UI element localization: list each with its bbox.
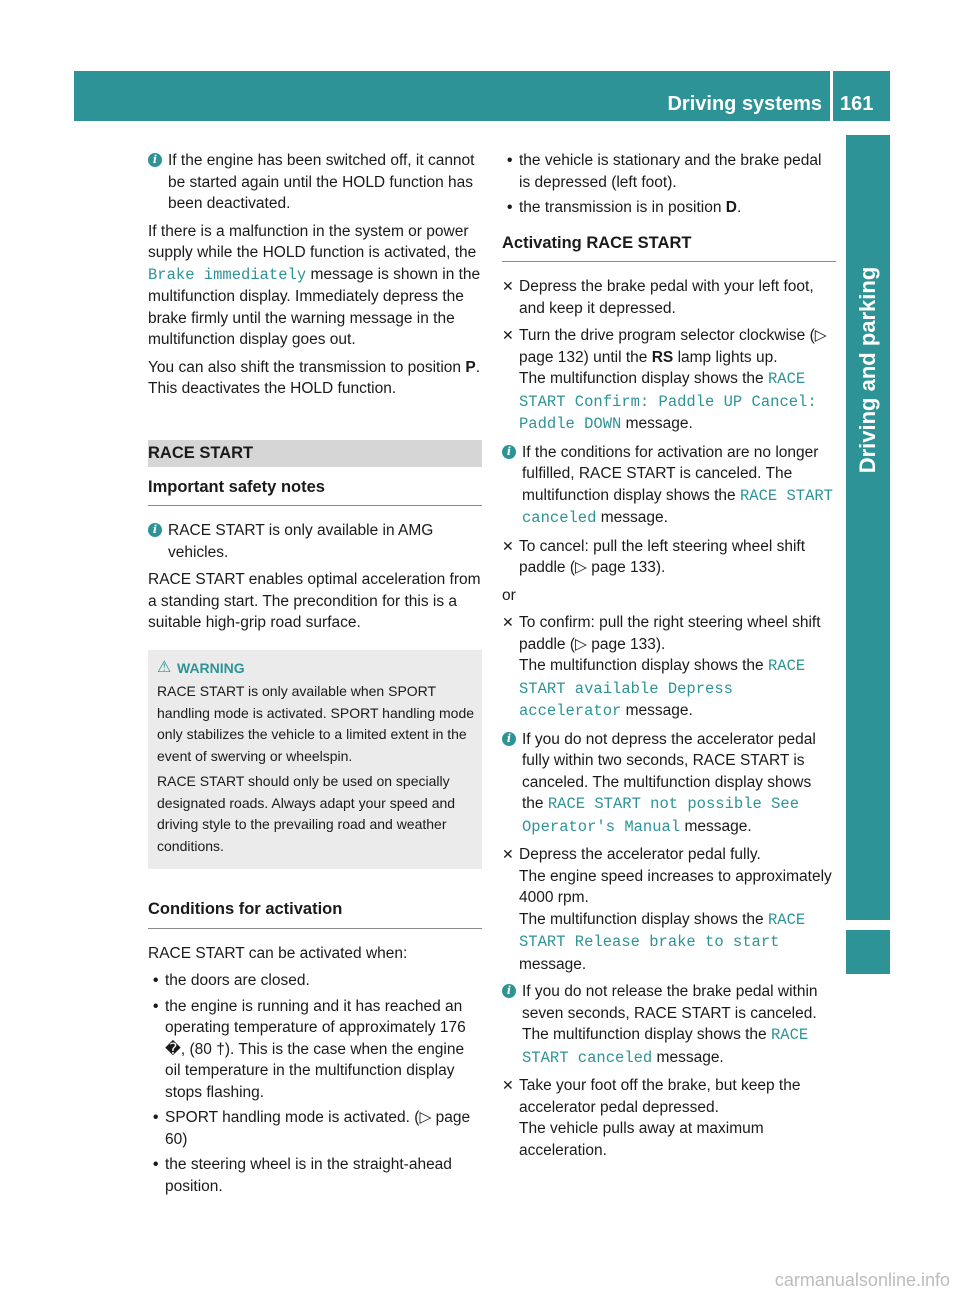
display-message: RACE START available Depress accelerator [519,657,806,720]
step-text: message. [519,955,587,973]
list-item-text: the transmission is in position [519,199,726,216]
watermark: carmanualsonline.info [774,1270,950,1290]
paragraph [148,357,482,400]
step-text: The vehicle pulls away at maximum acceleration. [519,1120,764,1159]
info-icon: i [502,732,516,746]
note-text: If you do not depress the accelerator pedal fully within two seconds, RACE START is canceled. The multifunction display shows the [522,730,816,812]
note-text: message. [652,1048,724,1066]
display-message: RACE START canceled [522,486,833,527]
info-note [148,150,482,215]
warning-title [157,658,474,680]
step-text: message. [621,702,693,719]
info-note [502,729,836,839]
list-item-text: the steering wheel is in the straight-ahead position. [165,1156,452,1195]
lamp-label: RS [651,348,674,366]
display-message: RACE START Release brake to start [519,910,806,951]
warning-triangle-icon: ⚠ [157,658,172,676]
bullet-icon: • [153,997,159,1015]
step-text: The engine speed increases to approximately 4000 rpm. [519,867,832,906]
step-text: The multifunction display shows the [519,370,768,387]
text: You can also shift the transmission to position [148,358,466,376]
info-icon: i [502,445,516,459]
list-item [148,970,482,992]
text: . [736,199,742,216]
list-item [502,197,836,219]
chapter-tab-marker [846,930,890,974]
info-note [502,442,836,530]
list-item-text: the vehicle is stationary and the brake pedal is depressed (left foot). [519,152,822,191]
step-text: The multifunction display shows the [519,657,768,674]
chapter-tab [846,135,890,920]
warning-title-text: WARNING [177,659,245,676]
step-marker-icon: ✕ [502,537,514,554]
gear-position: D [725,199,737,216]
step-item [502,612,836,723]
step-text: Take your foot off the brake, but keep the accelerator pedal depressed. [519,1077,801,1116]
step-text: To confirm: pull the right steering wheel shift paddle (▷ page 133). [519,614,821,653]
bullet-icon: • [507,152,513,169]
page-number: 161 [840,93,874,115]
list-item [148,996,482,1104]
step-text: The multifunction display shows the [519,910,768,928]
step-item [502,1075,836,1161]
step-item [502,325,836,436]
info-icon: i [148,523,162,537]
step-text: message. [621,415,693,432]
subheading-activating: Activating RACE START [502,233,836,263]
bullet-icon: • [153,1109,159,1126]
note-text: message. [596,509,668,526]
info-icon: i [148,153,162,167]
step-text: To cancel: pull the left steering wheel shift paddle (▷ page 133). [519,537,806,576]
list-item-text: the doors are closed. [165,972,310,989]
list-item [148,1107,482,1150]
display-message: RACE START canceled [522,1026,809,1067]
right-column [502,150,836,1167]
step-text: Depress the brake pedal with your left foot, and keep it depressed. [519,278,814,317]
gear-position: P [465,358,476,376]
bullet-icon: • [153,972,159,989]
info-icon: i [502,984,516,998]
display-message: Brake immediately [148,265,307,284]
step-text: lamp lights up. [673,348,778,366]
list-item [148,1154,482,1197]
note-text: If the engine has been switched off, it cannot be started again until the HOLD function has been deactivated. [168,152,475,212]
warning-text: RACE START should only be used on specially designated roads. Always adapt your speed and driving style to the prevailing road and weather conditions. [157,773,456,854]
subheading-conditions: Conditions for activation [148,899,482,929]
step-marker-icon: ✕ [502,1077,514,1093]
step-item [502,276,836,319]
left-column [148,150,482,1201]
subheading-safety: Important safety notes [148,477,482,507]
step-marker-icon: ✕ [502,278,514,294]
header-divider [830,71,833,121]
step-marker-icon: ✕ [502,327,514,343]
bullet-icon: • [507,199,513,216]
info-note [502,981,836,1069]
text: . This deactivates the HOLD function. [148,358,481,397]
page-title: Driving systems [667,93,822,115]
section-heading [148,440,482,467]
note-text: message. [680,817,752,835]
paragraph [148,221,482,351]
note-text: If the conditions for activation are no longer fulfilled, RACE START is canceled. The multifunction display shows the [522,443,819,504]
paragraph: RACE START enables optimal acceleration from a standing start. The precondition for this is a suitable high-grip road surface. [148,571,481,631]
display-message: RACE START Confirm: Paddle UP Cancel: Paddle DOWN [519,370,817,433]
step-marker-icon: ✕ [502,614,514,630]
warning-box [148,650,482,870]
step-text: Depress the accelerator pedal fully. [519,846,761,863]
list-item-text: SPORT handling mode is activated. (▷ page 60) [165,1109,471,1148]
text: message is shown in the multifunction display. Immediately depress the brake firmly until the warning message in the multifunction display goes out. [148,265,481,348]
note-text: RACE START is only available in AMG vehicles. [168,522,434,561]
note-text: If you do not release the brake pedal within seven seconds, RACE START is canceled. The multifunction display shows the [522,983,818,1043]
step-item [502,844,836,975]
or-label: or [502,586,516,604]
step-item [502,536,836,579]
info-note [148,520,482,563]
section-heading-text: RACE START [148,443,254,462]
list-item-text: the engine is running and it has reached an operating temperature of approximately 176 �, (80 †). This is the case when the engine oil temperature in the multifunction display stops flashing. [165,997,466,1101]
display-message: RACE START not possible See Operator's Manual [522,795,800,836]
step-marker-icon: ✕ [502,846,514,862]
paragraph: RACE START can be activated when: [148,944,408,962]
bullet-icon: • [153,1156,159,1173]
warning-text: RACE START is only available when SPORT handling mode is activated. SPORT handling mode only stabilizes the vehicle to a limited extent in the event of swerving or wheelspin. [157,683,475,764]
list-item [502,150,836,193]
text: If there is a malfunction in the system or power supply while the HOLD function is activated, the [148,222,477,261]
chapter-tab-label: Driving and parking [855,266,880,474]
step-text: Turn the drive program selector clockwise (▷ page 132) until the [519,327,827,366]
